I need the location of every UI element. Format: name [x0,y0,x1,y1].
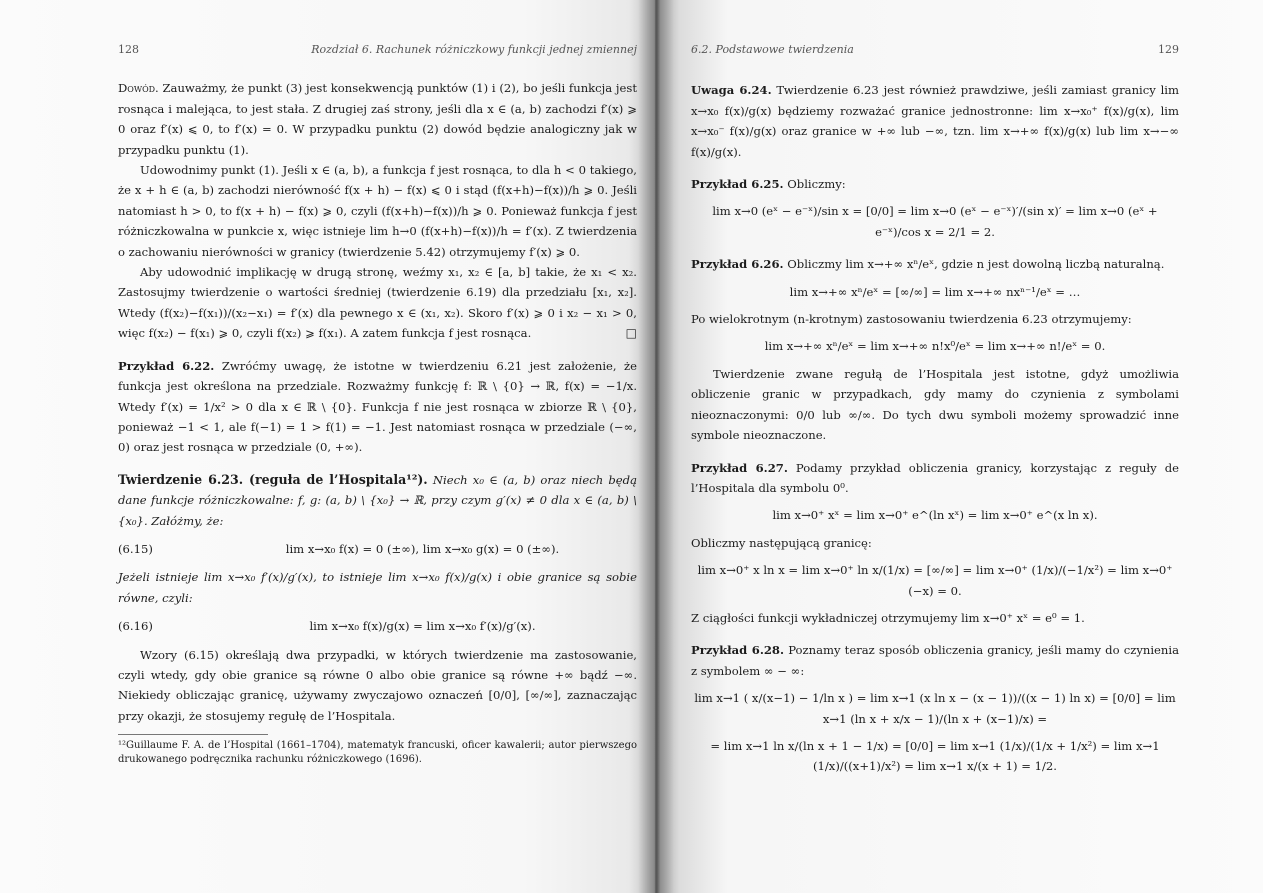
example-6-27-conclusion: Z ciągłości funkcji wykładniczej otrzymujemy lim x→0⁺ xˣ = e⁰ = 1. [691,610,1085,625]
proof-text-3: Aby udowodnić implikację w drugą stronę, weźmy x₁, x₂ ∈ [a, b] takie, że x₁ < x₂. Zastosujmy twierdzenie o wartości średniej (twierdzenie 6.19) dla przedziału [x₁, x₂]. Wtedy (f(x₂)−f(x₁))/(x₂−x₁) = f′(x) dla pewnego x ∈ (x₁, x₂). Skoro f′(x) ⩾ 0 i x₂ − x₁ > 0, więc f(x₂) − f(x₁) ⩾ 0, czyli f(x₂) ⩾ f(x₁). A zatem funkcja f jest rosnąca. [118,265,637,341]
right-running-title: 6.2. Podstawowe twierdzenia [691,43,854,56]
example-6-25 [691,174,1179,194]
example-6-25-text: Obliczmy: [787,177,846,192]
example-6-27 [691,458,1179,499]
footnote-12: ¹²Guillaume F. A. de l’Hospital (1661–1704), matematyk francuski, oficer kawalerii; autor pierwszego drukowanego podręcznika rachunku różniczkowego (1696). [118,740,637,766]
theorem-6-23 [118,470,637,531]
remark-6-24-text: Twierdzenie 6.23 jest również prawdziwe, jeśli zamiast granicy lim x→x₀ f(x)/g(x) będziemy rozważać granice jednostronne: lim x→x₀⁺ f(x)/g(x), lim x→x₀⁻ f(x)/g(x) oraz granice w +∞ lub −∞, tzn. lim x→+∞ f(x)/g(x) lub lim x→−∞ f(x)/g(x). [691,83,1179,159]
equation-6-15 [118,539,637,559]
equation-6-15-label: (6.15) [118,541,153,556]
example-6-26 [691,254,1179,274]
proof-paragraph-2: Udowodnimy punkt (1). Jeśli x ∈ (a, b), a funkcja f jest rosnąca, to dla h < 0 takiego, że x + h ∈ (a, b) zachodzi nierówność f(x + h) − f(x) ⩽ 0 i stąd (f(x+h)−f(x))/h ⩾ 0. Jeśli natomiast h > 0, to f(x + h) − f(x) ⩾ 0, czyli (f(x+h)−f(x))/h ⩾ 0. Ponieważ funkcja f jest różniczkowalna w punkcie x, więc istnieje lim h→0 (f(x+h)−f(x))/h = f′(x). Z twierdzenia o zachowaniu nierówności w granicy (twierdzenie 5.42) otrzymujemy f′(x) ⩾ 0. [118,163,637,259]
example-6-28-title: Przykład 6.28. [691,643,785,658]
example-6-28-equation-1: lim x→1 ( x/(x−1) − 1/ln x ) = lim x→1 (x ln x − (x − 1))/((x − 1) ln x) = [0/0] = lim x→1 (ln x + x/x − 1)/(ln x + (x−1)/x) = [694,691,1176,726]
example-6-27-equation-1: lim x→0⁺ xˣ = lim x→0⁺ e^(ln xˣ) = lim x→0⁺ e^(x ln x). [772,508,1098,523]
right-running-head [691,40,1179,60]
left-page-number: 128 [118,43,139,56]
example-6-27-middle: Obliczmy następującą granicę: [691,535,872,550]
equation-6-16-body: lim x→x₀ f(x)/g(x) = lim x→x₀ f′(x)/g′(x). [309,619,536,634]
example-6-26-equation-2: lim x→+∞ xⁿ/eˣ = lim x→+∞ n!x⁰/eˣ = lim x→+∞ n!/eˣ = 0. [764,339,1106,354]
right-page-number: 129 [1158,43,1179,56]
example-6-27-title: Przykład 6.27. [691,460,788,475]
equation-6-15-body: lim x→x₀ f(x) = 0 (±∞), lim x→x₀ g(x) = 0 (±∞). [285,541,560,556]
example-6-26-note: Twierdzenie zwane regułą de l’Hospitala jest istotne, gdyż umożliwia obliczenie granic w przypadkach, gdy mamy do czynienia z symbolami nieoznaczonymi: 0/0 lub ∞/∞. Do tych dwu symboli możemy sprowadzić inne symbole nieoznaczone. [691,366,1179,443]
remark-6-24 [691,80,1179,162]
example-6-28-equation-2: = lim x→1 ln x/(ln x + 1 − 1/x) = [0/0] = lim x→1 (1/x)/(1/x + 1/x²) = lim x→1 (1/x)/((x+1)/x²) = lim x→1 x/(x + 1) = 1/2. [710,738,1160,774]
theorem-6-23-statement: Niech x₀ ∈ (a, b) oraz niech będą dane funkcje różniczkowalne: f, g: (a, b) \ {x₀} → ℝ, przy czym g′(x) ≠ 0 dla x ∈ (a, b) \ {x₀}. Załóżmy, że: [118,472,637,528]
example-6-25-equation: lim x→0 (eˣ − e⁻ˣ)/sin x = [0/0] = lim x→0 (eˣ − e⁻ˣ)′/(sin x)′ = lim x→0 (eˣ + e⁻ˣ)/cos x = 2/1 = 2. [712,204,1158,239]
example-6-28 [691,640,1179,681]
proof-paragraph-3 [118,262,637,344]
example-6-22 [118,356,637,458]
equation-6-16-label: (6.16) [118,619,153,634]
right-page [655,0,1263,893]
theorem-6-23-condition: Jeżeli istnieje lim x→x₀ f′(x)/g′(x), to istnieje lim x→x₀ f(x)/g(x) i obie granice są sobie równe, czyli: [118,570,637,605]
remark-6-24-title: Uwaga 6.24. [691,83,772,98]
proof-text-1: Zauważmy, że punkt (3) jest konsekwencją punktów (1) i (2), bo jeśli funkcja jest rosnąca i malejąca, to jest stała. Z drugiej zaś strony, jeśli dla x ∈ (a, b) zachodzi f′(x) ⩾ 0 oraz f′(x) ⩽ 0, to f′(x) = 0. W przypadku punktu (2) dowód będzie analogiczny jak w przypadku punktu (1). [118,81,637,157]
equation-6-16 [118,616,637,636]
left-running-title: Rozdział 6. Rachunek różniczkowy funkcji jednej zmiennej [311,43,637,56]
footnote-rule [118,734,268,735]
proof-label: Dowód. [118,81,159,96]
example-6-26-middle: Po wielokrotnym (n-krotnym) zastosowaniu twierdzenia 6.23 otrzymujemy: [691,312,1132,327]
example-6-26-text: Obliczmy lim x→+∞ xⁿ/eˣ, gdzie n jest dowolną liczbą naturalną. [787,257,1165,272]
example-6-25-title: Przykład 6.25. [691,177,784,192]
example-6-26-title: Przykład 6.26. [691,257,784,272]
example-6-22-title: Przykład 6.22. [118,358,215,373]
theorem-6-23-title: Twierdzenie 6.23. (reguła de l’Hospitala¹²). [118,471,428,487]
example-6-27-equation-2: lim x→0⁺ x ln x = lim x→0⁺ ln x/(1/x) = [∞/∞] = lim x→0⁺ (1/x)/(−1/x²) = lim x→0⁺ (−x) = 0. [697,563,1173,598]
proof-paragraph-1 [118,78,637,160]
example-6-28-text: Poznamy teraz sposób obliczenia granicy, jeśli mamy do czynienia z symbolem ∞ − ∞: [691,643,1179,678]
example-6-27-text: Podamy przykład obliczenia granicy, korzystając z reguły de l’Hospitala dla symbolu 0⁰. [691,460,1179,495]
example-6-22-text: Zwróćmy uwagę, że istotne w twierdzeniu 6.21 jest założenie, że funkcja jest określona na przedziale. Rozważmy funkcję f: ℝ \ {0} → ℝ, f(x) = −1/x. Wtedy f′(x) = 1/x² > 0 dla x ∈ ℝ \ {0}. Funkcja f nie jest rosnąca w zbiorze ℝ \ {0}, ponieważ −1 < 1, ale f(−1) = 1 > f(1) = −1. Jest natomiast rosnąca w przedziale (−∞, 0) oraz jest rosnąca w przedziale (0, +∞). [118,358,637,455]
after-theorem-paragraph: Wzory (6.15) określają dwa przypadki, w których twierdzenie ma zastosowanie, czyli wtedy, gdy obie granice są równe 0 albo obie granice są równe +∞ bądź −∞. Niekiedy obliczając granicę, używamy zwyczajowo oznaczeń [0/0], [∞/∞], zaznaczając przy okazji, że stosujemy regułę de l’Hospitala. [118,647,637,723]
qed-symbol: □ [625,326,637,341]
left-running-head [118,40,637,60]
example-6-26-equation-1: lim x→+∞ xⁿ/eˣ = [∞/∞] = lim x→+∞ nxⁿ⁻¹/eˣ = … [789,284,1081,299]
